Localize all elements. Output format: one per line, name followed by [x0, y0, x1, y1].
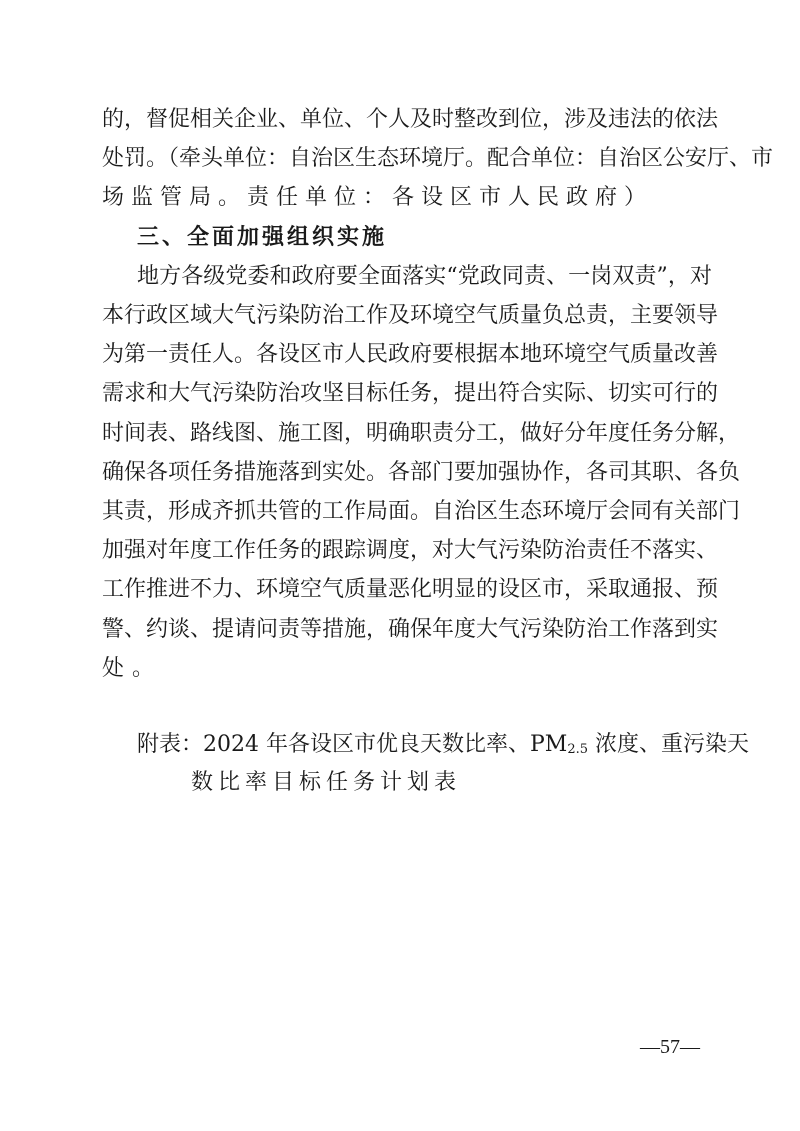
page-number: —57— — [640, 1036, 700, 1058]
appendix-text: 浓度、重污染天 — [588, 732, 749, 757]
appendix-text: 附表：2024 年各设区市优良天数比率、PM — [137, 732, 568, 757]
text-line: 处罚。（牵头单位：自治区生态环境厅。配合单位：自治区公安厅、市 — [102, 146, 774, 171]
text-line: 工作推进不力、环境空气质量恶化明显的设区市，采取通报、预 — [102, 577, 719, 602]
text-line: 本行政区域大气污染防治工作及环境空气质量负总责，主要领导 — [102, 303, 719, 328]
text-line: 为第一责任人。各设区市人民政府要根据本地环境空气质量改善 — [102, 342, 719, 367]
appendix-line-2: 数比率目标任务计划表 — [191, 770, 462, 795]
appendix-line-1 — [137, 730, 749, 760]
text-line: 警、约谈、提请问责等措施，确保年度大气污染防治工作落到实 — [102, 617, 719, 642]
appendix-subscript: 2.5 — [567, 742, 588, 757]
text-line: 处。 — [102, 656, 163, 681]
text-line: 其责，形成齐抓共管的工作局面。自治区生态环境厅会同有关部门 — [102, 499, 741, 524]
text-line: 需求和大气污染防治攻坚目标任务，提出符合实际、切实可行的 — [102, 381, 719, 406]
section-heading: 三、全面加强组织实施 — [137, 225, 388, 250]
text-line: 地方各级党委和政府要全面落实“党政同责、一岗双责”，对 — [137, 264, 712, 289]
text-line: 场监管局。责任单位：各设区市人民政府） — [102, 185, 654, 210]
text-line: 时间表、路线图、施工图，明确职责分工，做好分年度任务分解， — [102, 421, 741, 446]
text-line: 确保各项任务措施落到实处。各部门要加强协作，各司其职、各负 — [102, 460, 741, 485]
text-line: 的，督促相关企业、单位、个人及时整改到位，涉及违法的依法 — [102, 107, 719, 132]
text-line: 加强对年度工作任务的跟踪调度，对大气污染防治责任不落实、 — [102, 538, 719, 563]
